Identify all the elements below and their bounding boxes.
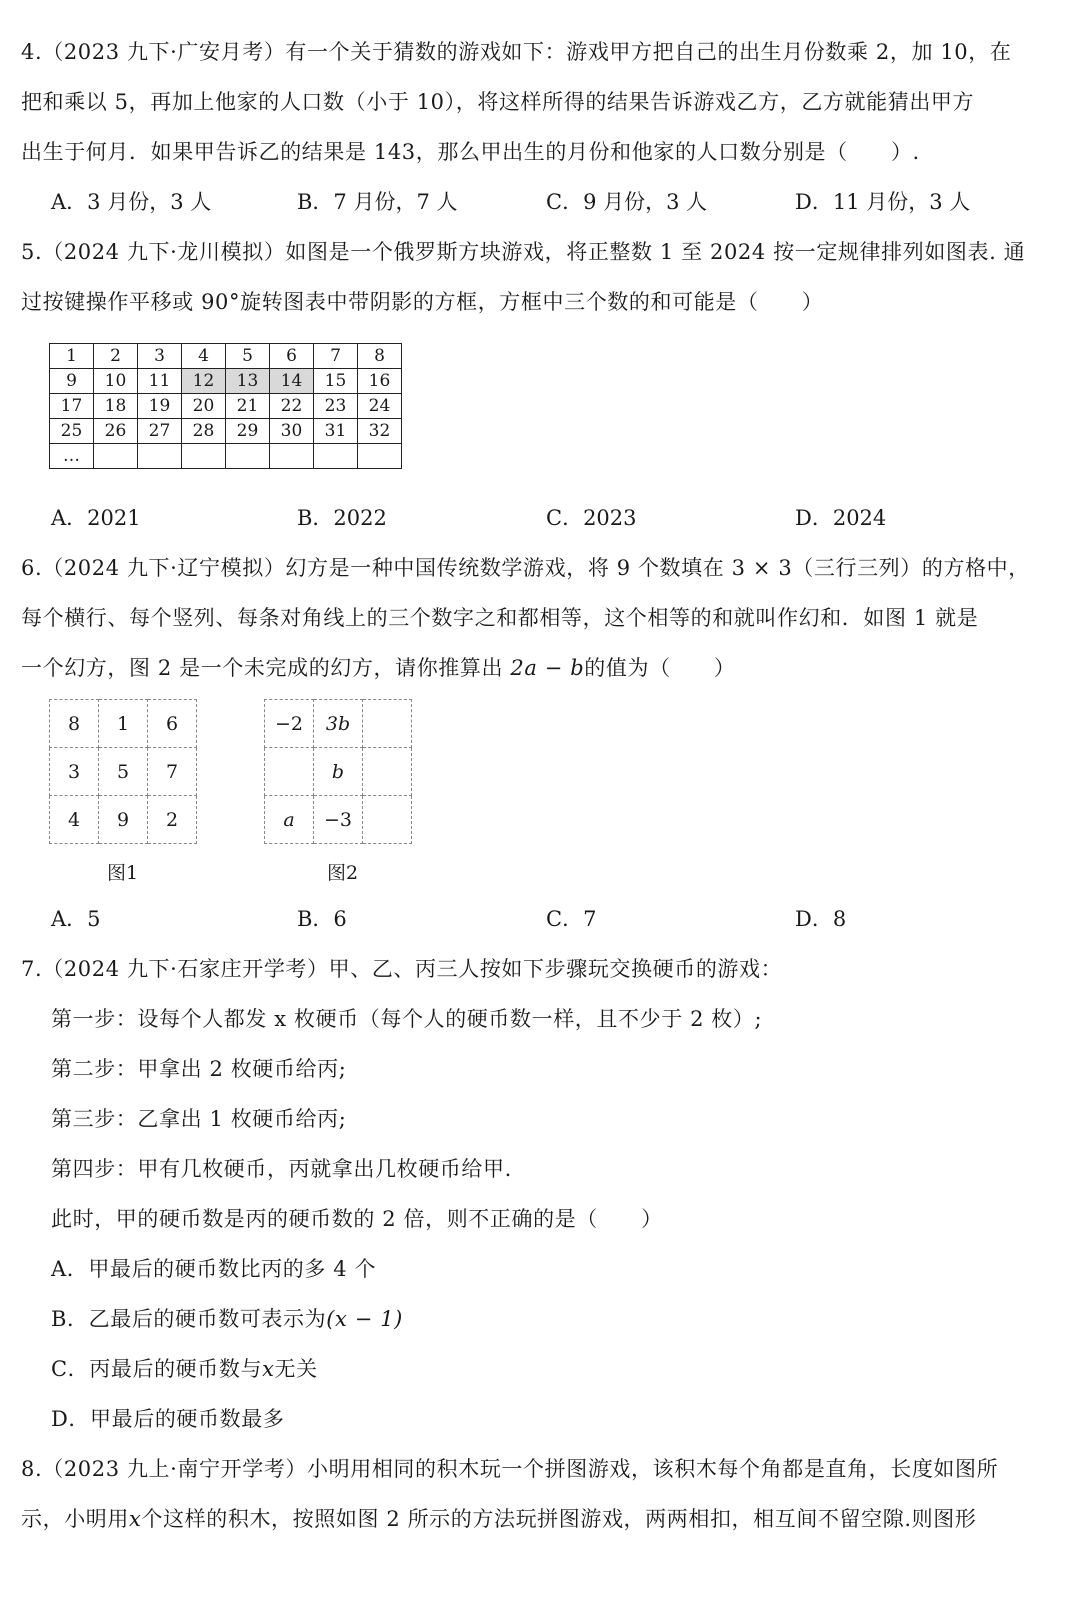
- q7-question: 此时，甲的硬币数是丙的硬币数的 2 倍，则不正确的是（ ）: [51, 1207, 663, 1231]
- q4-option-a: A．3 月份，3 人: [51, 190, 212, 214]
- q6-option-d: D．8: [795, 907, 847, 931]
- fig1-caption: 图1: [107, 862, 139, 884]
- grid-cell: 29: [226, 419, 270, 444]
- grid-cell: 4: [182, 344, 226, 369]
- magic-cell: 3: [50, 748, 99, 796]
- q7-step-4: 第四步：甲有几枚硬币，丙就拿出几枚硬币给甲.: [51, 1157, 512, 1181]
- magic-cell: 5: [99, 748, 148, 796]
- grid-cell: 8: [358, 344, 402, 369]
- grid-cell: 6: [270, 344, 314, 369]
- grid-cell: 31: [314, 419, 358, 444]
- q5-stem-line-1: 5.（2024 九下·龙川模拟）如图是一个俄罗斯方块游戏，将正整数 1 至 2024 按一定规律排列如图表. 通: [21, 240, 1026, 264]
- grid-cell: [358, 444, 402, 469]
- magic-cell: [363, 796, 412, 844]
- grid-cell-shaded: 14: [270, 369, 314, 394]
- q4-option-b: B．7 月份，7 人: [297, 190, 458, 214]
- grid-cell: 30: [270, 419, 314, 444]
- grid-cell: [314, 444, 358, 469]
- grid-cell: 17: [50, 394, 94, 419]
- grid-cell: 16: [358, 369, 402, 394]
- q8-stem-line-1: 8.（2023 九上·南宁开学考）小明用相同的积木玩一个拼图游戏，该积木每个角都是直角，长度如图所: [21, 1457, 999, 1481]
- q5-option-d: D．2024: [795, 506, 887, 530]
- grid-cell: 32: [358, 419, 402, 444]
- q6-expression: 2a − b: [510, 656, 585, 680]
- grid-cell: [138, 444, 182, 469]
- magic-cell: 8: [50, 700, 99, 748]
- q4-stem-line-3: 出生于何月．如果甲告诉乙的结果是 143，那么甲出生的月份和他家的人口数分别是（ ）.: [21, 140, 920, 164]
- q7-option-b-expression: (x − 1): [326, 1307, 403, 1331]
- grid-cell: 24: [358, 394, 402, 419]
- q5-option-c: C．2023: [546, 506, 637, 530]
- magic-cell: [363, 700, 412, 748]
- grid-cell: 23: [314, 394, 358, 419]
- grid-cell: 22: [270, 394, 314, 419]
- magic-cell: a: [265, 796, 314, 844]
- grid-cell: [226, 444, 270, 469]
- q6-option-a: A．5: [51, 907, 101, 931]
- q6-stem-line-3: [21, 653, 735, 683]
- grid-cell: …: [50, 444, 94, 469]
- q7-step-2: 第二步：甲拿出 2 枚硬币给丙;: [51, 1057, 347, 1081]
- magic-cell: b: [314, 748, 363, 796]
- grid-cell-shaded: 12: [182, 369, 226, 394]
- tetris-number-grid: [49, 343, 402, 469]
- q5-option-a: A．2021: [51, 506, 141, 530]
- q4-option-d: D．11 月份，3 人: [795, 190, 971, 214]
- magic-cell: 3b: [314, 700, 363, 748]
- grid-cell: 3: [138, 344, 182, 369]
- grid-cell: 1: [50, 344, 94, 369]
- grid-cell: 11: [138, 369, 182, 394]
- magic-cell: 9: [99, 796, 148, 844]
- grid-cell: 2: [94, 344, 138, 369]
- fig2-caption: 图2: [327, 862, 359, 884]
- q6-stem-tail: 的值为（ ）: [584, 656, 736, 680]
- q6-stem-line-2: 每个横行、每个竖列、每条对角线上的三个数字之和都相等，这个相等的和就叫作幻和．如图 1 就是: [21, 606, 979, 630]
- magic-cell: 7: [148, 748, 197, 796]
- magic-square-fig1: [49, 699, 197, 844]
- magic-square-fig2: [264, 699, 412, 844]
- q4-stem-line-2: 把和乘以 5，再加上他家的人口数（小于 10），将这样所得的结果告诉游戏乙方，乙方就能猜出甲方: [21, 90, 975, 114]
- q8-stem-line-2: 示，小明用x个这样的积木，按照如图 2 所示的方法玩拼图游戏，两两相扣，相互间不留空隙.则图形: [21, 1507, 977, 1531]
- grid-cell: 21: [226, 394, 270, 419]
- magic-cell: [363, 748, 412, 796]
- q7-option-c: C．丙最后的硬币数与x无关: [51, 1357, 318, 1381]
- q7-option-d: D．甲最后的硬币数最多: [51, 1407, 285, 1431]
- magic-cell: 4: [50, 796, 99, 844]
- q8-variable: x: [129, 1507, 142, 1531]
- grid-cell-shaded: 13: [226, 369, 270, 394]
- grid-cell: [270, 444, 314, 469]
- magic-cell: 2: [148, 796, 197, 844]
- magic-cell: 1: [99, 700, 148, 748]
- grid-cell: 20: [182, 394, 226, 419]
- grid-cell: 25: [50, 419, 94, 444]
- q5-stem-line-2: 过按键操作平移或 90°旋转图表中带阴影的方框，方框中三个数的和可能是（ ）: [21, 290, 824, 314]
- q7-step-1: 第一步：设每个人都发 x 枚硬币（每个人的硬币数一样，且不少于 2 枚）;: [51, 1007, 763, 1031]
- grid-cell: 27: [138, 419, 182, 444]
- q7-stem: 7.（2024 九下·石家庄开学考）甲、乙、丙三人按如下步骤玩交换硬币的游戏：: [21, 957, 783, 981]
- q6-option-c: C．7: [546, 907, 597, 931]
- q6-option-b: B．6: [297, 907, 347, 931]
- grid-cell: 19: [138, 394, 182, 419]
- grid-cell: 9: [50, 369, 94, 394]
- q4-option-c: C．9 月份，3 人: [546, 190, 708, 214]
- grid-cell: 28: [182, 419, 226, 444]
- magic-cell: [265, 748, 314, 796]
- grid-cell: 18: [94, 394, 138, 419]
- magic-cell: 6: [148, 700, 197, 748]
- magic-cell: −3: [314, 796, 363, 844]
- grid-cell: 10: [94, 369, 138, 394]
- q7-option-a: A．甲最后的硬币数比丙的多 4 个: [51, 1257, 377, 1281]
- q6-stem-line-1: 6.（2024 九下·辽宁模拟）幻方是一种中国传统数学游戏，将 9 个数填在 3 × 3（三行三列）的方格中，: [21, 556, 1030, 580]
- grid-cell: [182, 444, 226, 469]
- grid-cell: 7: [314, 344, 358, 369]
- grid-cell: 5: [226, 344, 270, 369]
- q5-option-b: B．2022: [297, 506, 387, 530]
- grid-cell: 15: [314, 369, 358, 394]
- magic-cell: −2: [265, 700, 314, 748]
- q7-option-c-variable: x: [262, 1357, 275, 1381]
- grid-cell: 26: [94, 419, 138, 444]
- q4-stem-line-1: 4.（2023 九下·广安月考）有一个关于猜数的游戏如下：游戏甲方把自己的出生月份数乘 2，加 10，在: [21, 40, 1012, 64]
- q7-step-3: 第三步：乙拿出 1 枚硬币给丙;: [51, 1107, 347, 1131]
- q6-stem-text: 一个幻方，图 2 是一个未完成的幻方，请你推算出: [21, 656, 511, 680]
- q7-option-b: B．乙最后的硬币数可表示为(x − 1): [51, 1307, 403, 1331]
- grid-cell: [94, 444, 138, 469]
